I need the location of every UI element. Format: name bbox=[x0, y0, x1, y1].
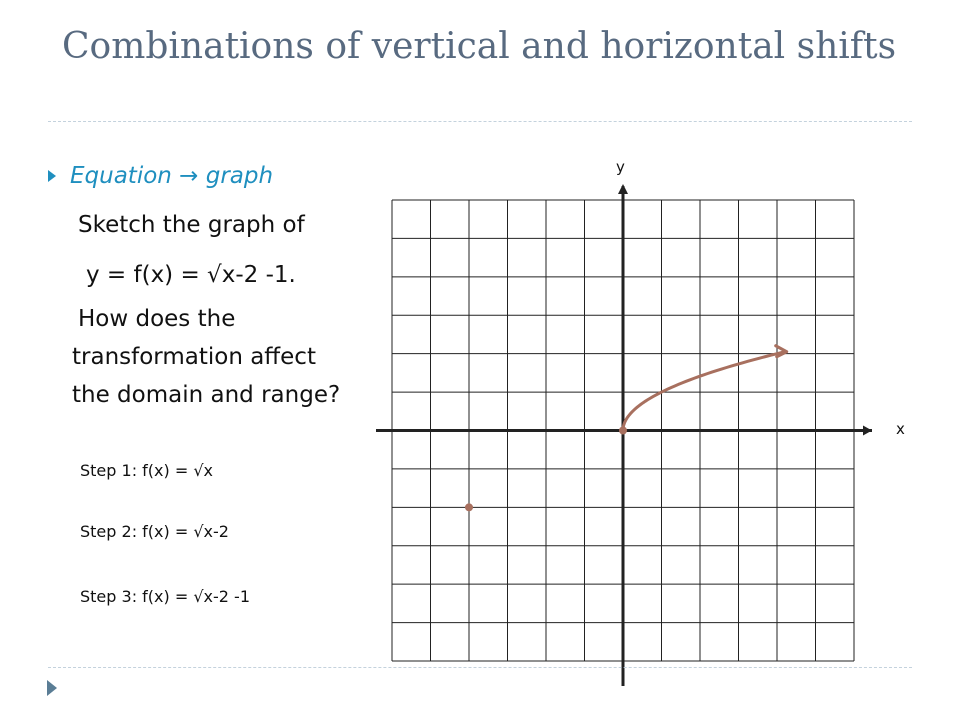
instruction-line-1: Sketch the graph of bbox=[78, 212, 305, 238]
bullet-text: Equation → graph bbox=[70, 163, 274, 189]
marked-point bbox=[619, 427, 627, 435]
footer-arrow-icon bbox=[47, 680, 57, 696]
question-line-2: transformation affect bbox=[72, 344, 316, 370]
y-axis-arrow-icon bbox=[618, 184, 628, 194]
x-axis-arrow-icon bbox=[863, 426, 872, 436]
slide-title: Combinations of vertical and horizontal shifts bbox=[62, 26, 897, 67]
step-3: Step 3: f(x) = √x-2 -1 bbox=[80, 587, 250, 606]
y-axis-label: y bbox=[616, 158, 625, 176]
curve-path bbox=[623, 352, 785, 431]
step-2: Step 2: f(x) = √x-2 bbox=[80, 522, 229, 541]
x-axis-label: x bbox=[896, 420, 905, 438]
equation-line: y = f(x) = √x-2 -1. bbox=[86, 262, 296, 288]
question-line-1: How does the bbox=[78, 306, 236, 332]
marked-point bbox=[465, 503, 473, 511]
question-line-3: the domain and range? bbox=[72, 382, 341, 408]
axes bbox=[376, 184, 872, 686]
footer-divider bbox=[48, 667, 912, 668]
function-curve bbox=[623, 346, 787, 431]
step-1: Step 1: f(x) = √x bbox=[80, 461, 213, 480]
